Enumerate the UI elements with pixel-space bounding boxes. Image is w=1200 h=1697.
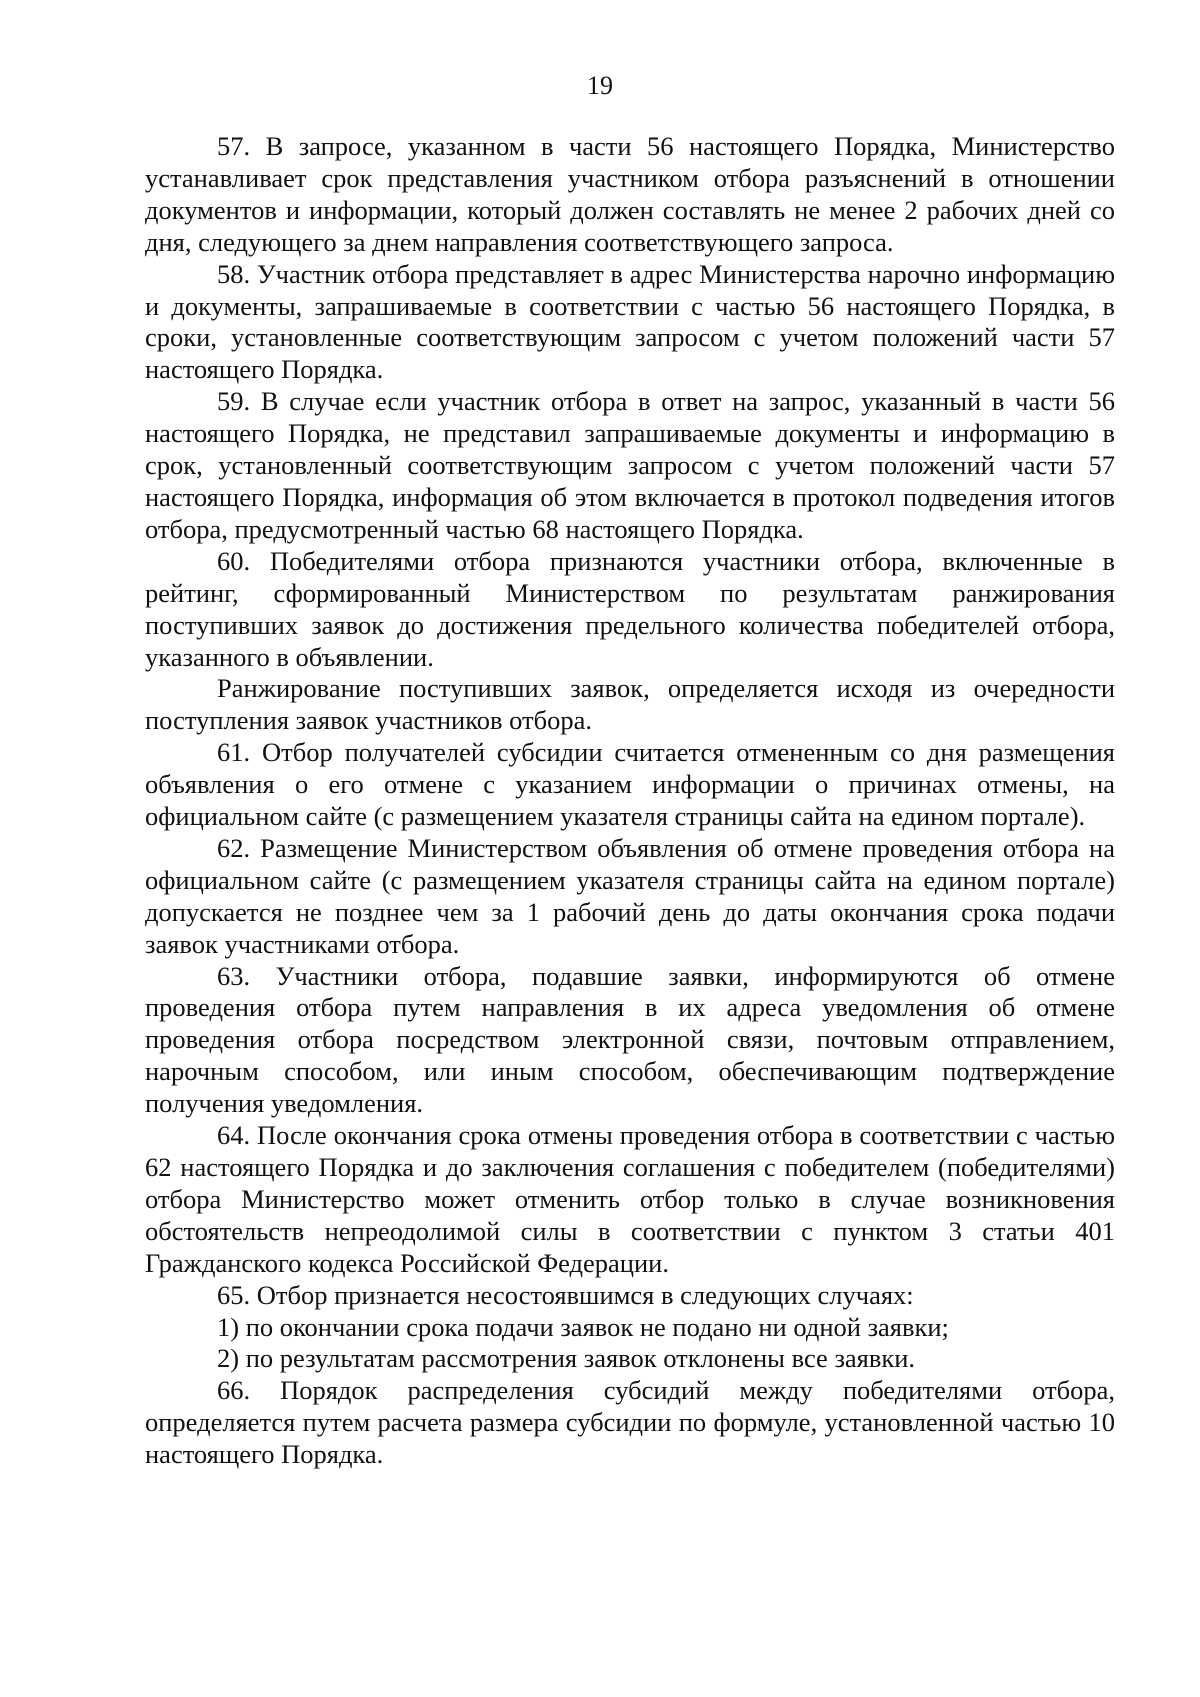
page-number: 19: [587, 71, 613, 100]
paragraph-64: 64. После окончания срока отмены проведения отбора в соответствии с частью 62 настоящего Порядка и до заключения соглашения с победителем (победителями) отбора Министерство может отменить отбор только в случае возникновения обстоятельств непреодолимой силы в соответствии с пунктом 3 статьи 401 Гражданского кодекса Российской Федерации.: [145, 1120, 1115, 1278]
paragraph-60-ranking: Ранжирование поступивших заявок, определяется исходя из очередности поступления заявок участников отбора.: [145, 673, 1115, 736]
document-body: [145, 131, 1115, 1471]
paragraph-61: 61. Отбор получателей субсидии считается отмененным со дня размещения объявления о его отмене с указанием информации о причинах отмены, на официальном сайте (с размещением указателя страницы сайта на едином портале).: [145, 737, 1115, 832]
paragraph-65-item-1: 1) по окончании срока подачи заявок не подано ни одной заявки;: [217, 1311, 949, 1342]
paragraph-57: 57. В запросе, указанном в части 56 настоящего Порядка, Министерство устанавливает срок представления участником отбора разъяснений в отношении документов и информации, который должен составлять не менее 2 рабочих дней со дня, следующего за днем направления соответствующего запроса.: [145, 131, 1115, 257]
paragraph-62: 62. Размещение Министерством объявления об отмене проведения отбора на официальном сайте (с размещением указателя страницы сайта на едином портале) допускается не позднее чем за 1 рабочий день до даты окончания срока подачи заявок участниками отбора.: [145, 832, 1115, 959]
paragraph-65-item-2: 2) по результатам рассмотрения заявок отклонены все заявки.: [217, 1343, 916, 1374]
paragraph-65: 65. Отбор признается несостоявшимся в следующих случаях:: [217, 1279, 914, 1310]
paragraph-58: 58. Участник отбора представляет в адрес Министерства нарочно информацию и документы, запрашиваемые в соответствии с частью 56 настоящего Порядка, в сроки, установленные соответствующим запросом с учетом положений части 57 настоящего Порядка.: [145, 258, 1115, 385]
paragraph-63: 63. Участники отбора, подавшие заявки, информируются об отмене проведения отбора путем направления в их адреса уведомления об отмене проведения отбора посредством электронной связи, почтовым отправлением, нарочным способом, или иным способом, обеспечивающим подтверждение получения уведомления.: [145, 960, 1115, 1119]
paragraph-59: 59. В случае если участник отбора в ответ на запрос, указанный в части 56 настоящего Порядка, не представил запрашиваемые документы и информацию в срок, установленный соответствующим запросом с учетом положений части 57 настоящего Порядка, информация об этом включается в протокол подведения итогов отбора, предусмотренный частью 68 настоящего Порядка.: [145, 386, 1115, 544]
paragraph-66: 66. Порядок распределения субсидий между победителями отбора, определяется путем расчета размера субсидии по формуле, установленной частью 10 настоящего Порядка.: [145, 1375, 1115, 1470]
paragraph-60: 60. Победителями отбора признаются участники отбора, включенные в рейтинг, сформированный Министерством по результатам ранжирования поступивших заявок до достижения предельного количества победителей отбора, указанного в объявлении.: [145, 545, 1115, 672]
